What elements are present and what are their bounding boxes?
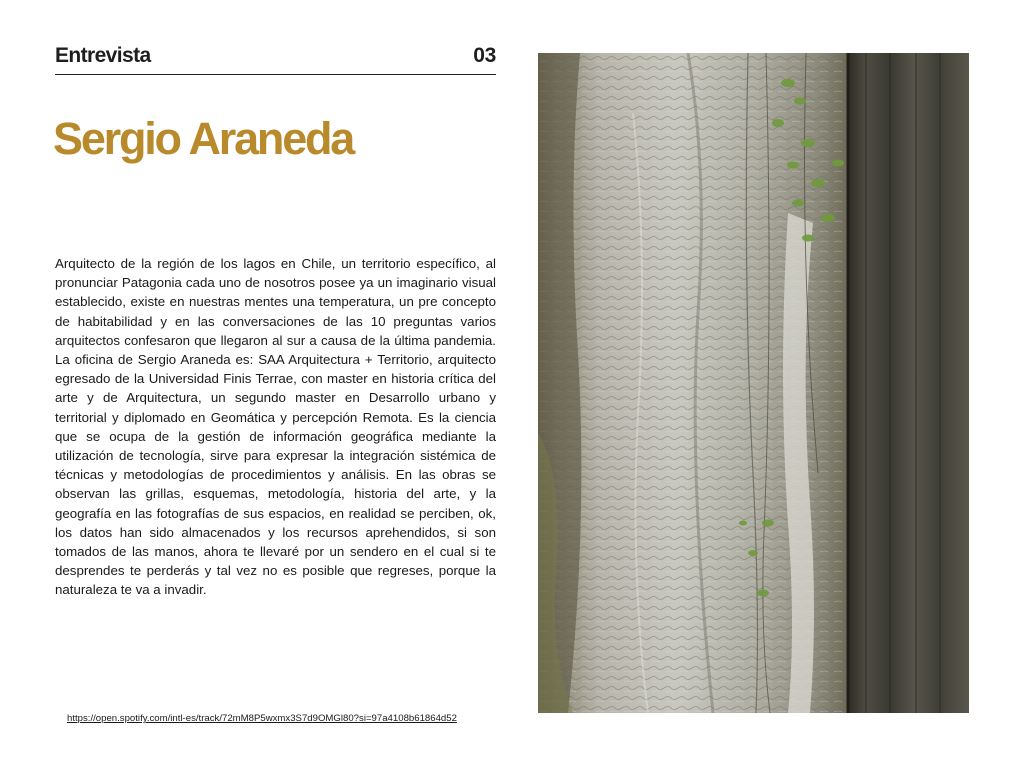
page-title: Sergio Araneda — [53, 113, 354, 164]
section-label: Entrevista — [55, 44, 151, 67]
spotify-link[interactable]: https://open.spotify.com/intl-es/track/72mM8P5wxmx3S7d9OMGl80?si=97a4108b61864d52 — [67, 713, 457, 724]
tree-trunk-photo — [538, 53, 969, 713]
page-number: 03 — [473, 44, 496, 67]
photo-illustration — [538, 53, 969, 713]
body-paragraph: Arquitecto de la región de los lagos en Chile, un territorio específico, al pronunciar Patagonia cada uno de nosotros posee ya un imaginario visual establecido, existe en nuestras mentes una temperatura, un pre concepto de habitabilidad y en las conversaciones de las 10 preguntas varios arquitectos confesaron que llegaron al sur a causa de la última pandemia. La oficina de Sergio Araneda es: SAA Arquitectura + Territorio, arquitecto egresado de la Universidad Finis Terrae, con master en historia crítica del arte y de Arquitectura, un segundo master en Desarrollo urbano y territorial y diplomado en Geomática y percepción Remota. Es la ciencia que se ocupa de la gestión de información geográfica mediante la utilización de tecnología, sirve para expresar la integración sistémica de técnicas y metodologías de procedimientos y análisis. En las obras se observan las grillas, esquemas, metodología, historia del arte, y la geografía en las fotografías de sus espacios, en realidad se perciben, ok, los datos han sido almacenados y los recursos aprehendidos, si son tomados de las manos, ahora te llevaré por un sendero en el cual si te desprendes te perderás y tal vez no es posible que regreses, porque la naturaleza te va a invadir. — [55, 256, 496, 598]
page-header — [55, 44, 496, 75]
